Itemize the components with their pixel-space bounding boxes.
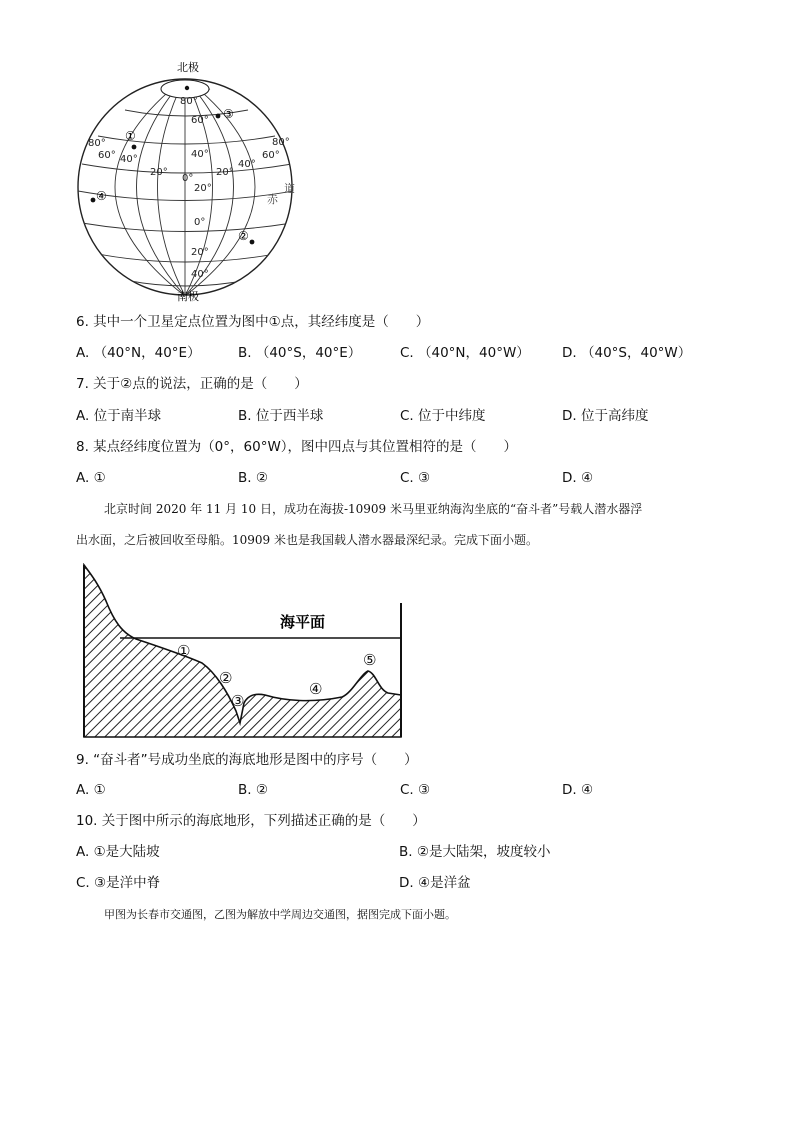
q7-option-d[interactable]: D. 位于高纬度 (562, 408, 649, 424)
lat-label: 20° (191, 247, 209, 258)
point-1-label: ① (125, 129, 136, 143)
q6-option-a[interactable]: A. （40°N，40°E） (76, 345, 201, 361)
seafloor-profile-figure (80, 563, 406, 741)
question-8-stem: 8. 某点经纬度位置为（0°，60°W），图中四点与其位置相符的是（ ） (76, 439, 518, 455)
q7-option-b[interactable]: B. 位于西半球 (238, 408, 324, 424)
point-1-dot (132, 145, 137, 150)
q7-option-a[interactable]: A. 位于南半球 (76, 408, 162, 424)
passage-1-line-1: 北京时间 2020 年 11 月 10 日，成功在海拔-10909 米马里亚纳海沟坐底的“奋斗者”号载人潜水器浮 (104, 502, 643, 516)
lon-label: 20° (216, 167, 234, 178)
q7-option-c[interactable]: C. 位于中纬度 (400, 408, 486, 424)
lat-label: 0° (194, 217, 206, 228)
lon-label: 60° (262, 150, 280, 161)
q6-option-d[interactable]: D. （40°S，40°W） (562, 345, 692, 361)
q10-option-b[interactable]: B. ②是大陆架，坡度较小 (399, 844, 551, 860)
question-6-stem: 6. 其中一个卫星定点位置为图中①点，其经纬度是（ ） (76, 314, 430, 330)
lat-label: 40° (191, 269, 209, 280)
q8-option-b[interactable]: B. ② (238, 470, 268, 486)
q10-option-d[interactable]: D. ④是洋盆 (399, 875, 471, 891)
equator-label-2: 道 (284, 182, 295, 195)
equator-label-1: 赤 (267, 193, 278, 206)
point-3-dot (216, 114, 221, 119)
lat-label: 80° (180, 96, 198, 107)
question-7-stem: 7. 关于②点的说法，正确的是（ ） (76, 376, 308, 392)
lat-label: 20° (194, 183, 212, 194)
q9-option-c[interactable]: C. ③ (400, 782, 431, 798)
lon-label: 40° (120, 154, 138, 165)
lon-label: 40° (238, 159, 256, 170)
lon-label: 0° (182, 173, 194, 184)
lon-label: 80° (272, 137, 290, 148)
lon-label: 60° (98, 150, 116, 161)
q9-option-b[interactable]: B. ② (238, 782, 268, 798)
q8-option-c[interactable]: C. ③ (400, 470, 431, 486)
point-4-label: ④ (96, 189, 107, 203)
q10-option-a[interactable]: A. ①是大陆坡 (76, 844, 160, 860)
profile-label-5: ⑤ (363, 651, 377, 669)
profile-label-2: ② (219, 669, 233, 687)
north-pole-label: 北极 (177, 61, 199, 74)
q6-option-b[interactable]: B. （40°S，40°E） (238, 345, 362, 361)
q8-option-d[interactable]: D. ④ (562, 470, 594, 486)
q9-option-d[interactable]: D. ④ (562, 782, 594, 798)
q6-option-c[interactable]: C. （40°N，40°W） (400, 345, 530, 361)
point-2-label: ② (238, 229, 249, 243)
profile-label-1: ① (177, 642, 191, 660)
point-4-dot (91, 198, 96, 203)
south-pole-label: 南极 (177, 290, 199, 303)
lat-label: 40° (191, 149, 209, 160)
lon-label: 80° (88, 138, 106, 149)
profile-label-4: ④ (309, 680, 323, 698)
q9-option-a[interactable]: A. ① (76, 782, 106, 798)
lat-label: 60° (191, 115, 209, 126)
point-2-dot (250, 240, 255, 245)
passage-1-line-2: 出水面，之后被回收至母船。10909 米也是我国载人潜水器最深纪录。完成下面小题。 (76, 533, 538, 547)
point-3-label: ③ (223, 107, 234, 121)
seafloor-terrain (84, 565, 401, 737)
question-9-stem: 9. “奋斗者”号成功坐底的海底地形是图中的序号（ ） (76, 752, 418, 768)
lon-label: 20° (150, 167, 168, 178)
globe-figure (70, 58, 320, 304)
passage-2-line-1: 甲图为长春市交通图，乙图为解放中学周边交通图，据图完成下面小题。 (104, 908, 456, 921)
sea-level-label: 海平面 (280, 613, 326, 631)
q10-option-c[interactable]: C. ③是洋中脊 (76, 875, 161, 891)
profile-label-3: ③ (231, 692, 245, 710)
q8-option-a[interactable]: A. ① (76, 470, 106, 486)
question-10-stem: 10. 关于图中所示的海底地形，下列描述正确的是（ ） (76, 813, 426, 829)
north-pole-dot (185, 86, 189, 90)
